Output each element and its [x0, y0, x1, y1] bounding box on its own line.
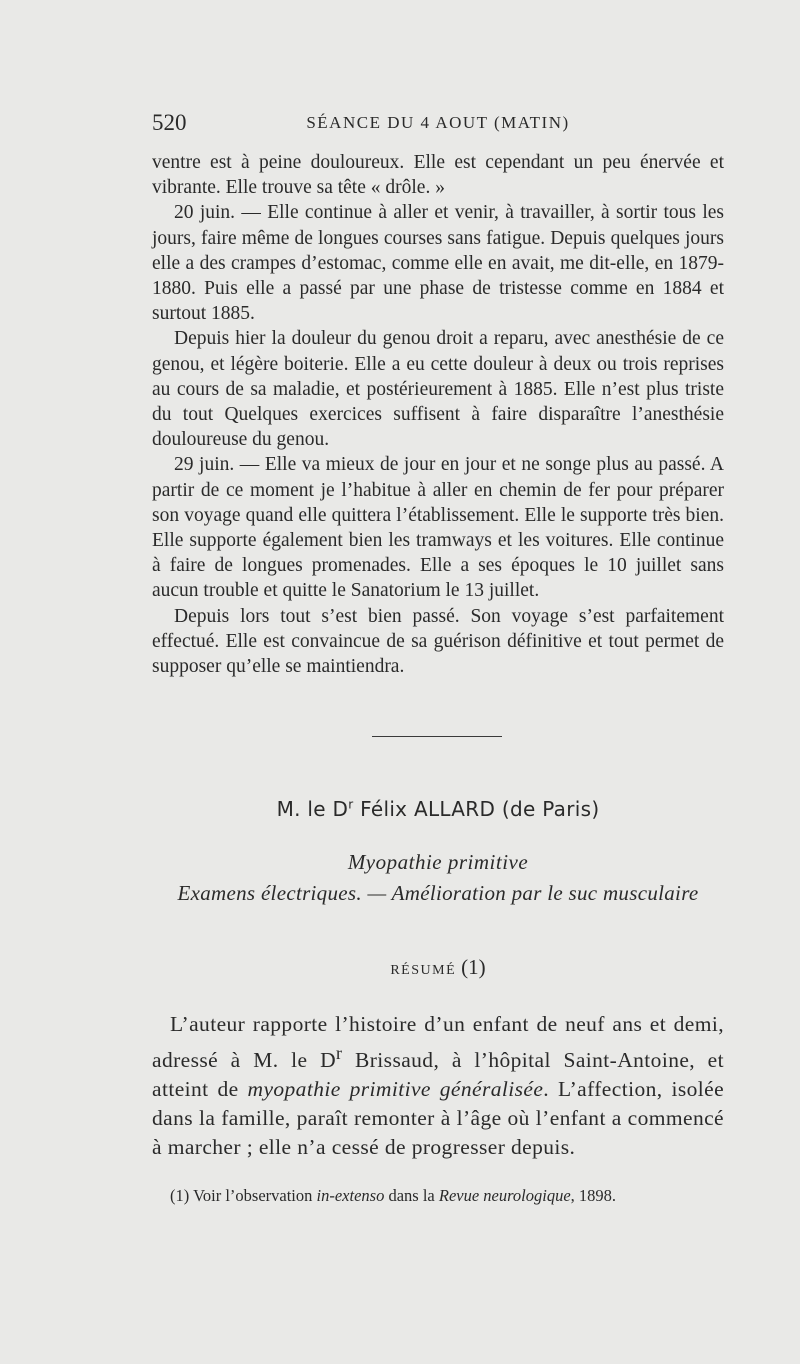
summary-part: Brissaud, à l’hôpital Saint-Antoine, et atteint de [152, 1048, 724, 1102]
summary-text [152, 1010, 724, 1162]
footnote-italic: Revue neurologique [438, 1186, 571, 1205]
resume-label: RÉSUMÉ [390, 963, 462, 978]
article-title: Myopathie primitive [347, 850, 529, 874]
paragraph [152, 1010, 724, 1162]
summary-sup: r [336, 1043, 343, 1063]
footnote-italic: in-extenso [316, 1186, 385, 1205]
author-title-sup: r [348, 797, 354, 812]
footnote-text: dans la [384, 1186, 439, 1205]
paragraph: Depuis hier la douleur du genou droit a reparu, avec anesthésie de ce genou, et légère boiterie. Elle a eu cette douleur à deux ou trois reprises au cours de sa maladie, et postérieurement à 1885. Elle n’est plus triste du tout Quelques exercices suffisent à faire disparaître l’anesthésie douloureuse du genou. [152, 328, 724, 451]
summary-part: . L’affection, isolée dans la famille, paraît remonter à l’âge où l’enfant a commencé à marcher ; elle n’a cessé de progresser depuis. [152, 1077, 725, 1160]
author-prefix: M. le D [276, 797, 349, 821]
running-head: SÉANCE DU 4 AOUT (MATIN) [306, 113, 570, 132]
observation-text [152, 150, 724, 679]
article-author [152, 797, 724, 821]
footnote-marker: (1) [170, 1186, 190, 1205]
paragraph: 20 juin. — Elle continue à aller et venir, à travailler, à sortir tous les jours, faire même de longues courses sans fatigue. Depuis quelques jours elle a des crampes d’estomac, comme elle en avait, me dit-elle, en 1879-1880. Puis elle a passé par une phase de tristesse comme en 1884 et surtout 1885. [152, 202, 724, 325]
footnote-reference: (1) [461, 955, 486, 979]
footnote-text: Voir l’observation [189, 1186, 317, 1205]
page-header [152, 110, 724, 140]
paragraph: ventre est à peine douloureux. Elle est cependant un peu énervée et vibrante. Elle trouve sa tête « drôle. » [152, 152, 724, 199]
paragraph: 29 juin. — Elle va mieux de jour en jour et ne songe plus au passé. A partir de ce moment je l’habitue à aller en chemin de fer pour préparer son voyage quand elle quittera l’établissement. Elle le supporte très bien. Elle supporte également bien les tramways et les voitures. Elle continue à faire de longues promenades. Elle a ses époques le 10 juillet sans aucun trouble et quitte le Sanatorium le 13 juillet. [152, 454, 724, 602]
author-name: Félix ALLARD (de Paris) [353, 797, 600, 821]
section-divider [372, 736, 502, 737]
footnote [152, 1186, 724, 1206]
article-subtitle: Examens électriques. — Amélioration par le suc musculaire [177, 881, 699, 905]
footnote-text: , 1898. [570, 1186, 617, 1205]
paragraph: Depuis lors tout s’est bien passé. Son voyage s’est parfaitement effectué. Elle est convaincue de sa guérison définitive et tout permet de supposer qu’elle se maintiendra. [152, 605, 724, 678]
summary-part: L’auteur rapporte l’histoire d’un enfant de neuf ans et demi, adressé à M. le D [152, 1012, 724, 1073]
page-number: 520 [152, 110, 187, 135]
resume-heading [152, 955, 724, 980]
summary-italic: myopathie primitive généralisée [247, 1077, 544, 1102]
